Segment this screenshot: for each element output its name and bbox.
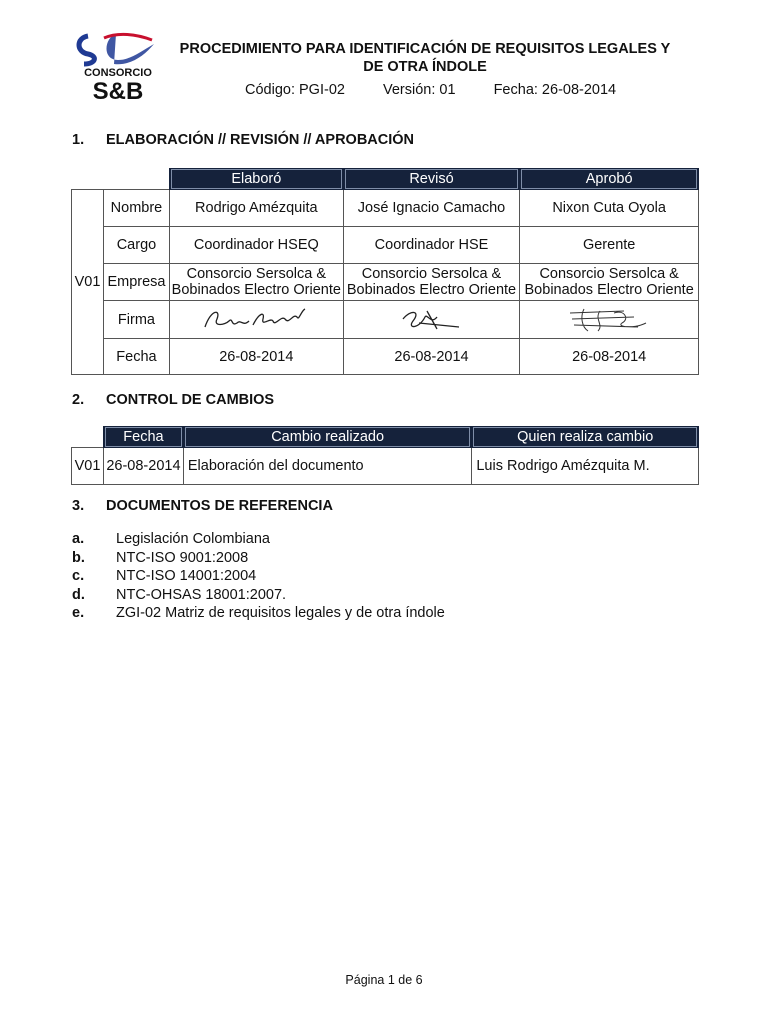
table-cell: Consorcio Sersolca & Bobinados Electro Oriente	[520, 264, 699, 301]
row-label: Nombre	[103, 190, 169, 227]
table-cell: Elaboración del documento	[183, 448, 471, 485]
row-label: Cargo	[103, 227, 169, 264]
table-cell: 26-08-2014	[343, 339, 520, 375]
column-header-fecha: Fecha	[103, 427, 183, 448]
logo-text-top: CONSORCIO	[84, 67, 152, 79]
table-cell: Coordinador HSE	[343, 227, 520, 264]
list-item: c. NTC-ISO 14001:2004	[72, 568, 257, 584]
list-item: d. NTC-OHSAS 18001:2007.	[72, 586, 287, 603]
row-label: Empresa	[103, 264, 169, 301]
section-2-title: CONTROL DE CAMBIOS	[106, 392, 275, 408]
column-header-elaboro: Elaboró	[169, 169, 343, 190]
row-label: Fecha	[103, 339, 169, 375]
list-item: b. NTC-ISO 9001:2008	[72, 549, 249, 566]
company-logo	[74, 30, 162, 102]
page-number: Página 1 de 6	[345, 973, 423, 987]
reference-list	[72, 530, 445, 623]
column-header-quien: Quien realiza cambio	[472, 427, 699, 448]
header-spacer	[72, 169, 104, 190]
version-cell: V01	[72, 448, 104, 485]
signature-elaboro	[169, 301, 343, 339]
document-meta	[245, 82, 650, 98]
table-row	[72, 448, 699, 485]
table-row-firma	[72, 301, 699, 339]
header-spacer	[72, 427, 104, 448]
document-code: Código: PGI-02	[245, 82, 345, 98]
section-3-number: 3.	[72, 498, 85, 514]
table-cell: Nixon Cuta Oyola	[520, 190, 699, 227]
list-item: e. ZGI-02 Matriz de requisitos legales y de otra índole	[72, 605, 445, 621]
table-cell: 26-08-2014	[520, 339, 699, 375]
section-1-title: ELABORACIÓN // REVISIÓN // APROBACIÓN	[106, 132, 415, 148]
table-cell: Rodrigo Amézquita	[169, 190, 343, 227]
section-3-title: DOCUMENTOS DE REFERENCIA	[106, 498, 333, 514]
version-cell: V01	[72, 190, 104, 375]
document-date: Fecha: 26-08-2014	[493, 82, 617, 98]
row-label: Firma	[103, 301, 169, 339]
signature-reviso	[343, 301, 520, 339]
column-header-reviso: Revisó	[343, 169, 520, 190]
section-2-heading	[72, 392, 274, 408]
table-row-cargo	[72, 227, 699, 264]
table-cell: Luis Rodrigo Amézquita M.	[472, 448, 699, 485]
table-cell: 26-08-2014	[103, 448, 183, 485]
table-cell: Gerente	[520, 227, 699, 264]
document-version: Versión: 01	[382, 82, 456, 98]
table-row-empresa	[72, 264, 699, 301]
table-row-nombre	[72, 190, 699, 227]
section-2-number: 2.	[72, 392, 85, 408]
signature-aprobo	[520, 301, 699, 339]
logo-text-bottom: S&B	[92, 78, 144, 102]
column-header-aprobo: Aprobó	[520, 169, 699, 190]
list-item: a. Legislación Colombiana	[72, 531, 270, 547]
table-cell: Consorcio Sersolca & Bobinados Electro Oriente	[169, 264, 343, 301]
change-control-table	[71, 426, 699, 485]
table-cell: 26-08-2014	[169, 339, 343, 375]
header-spacer	[103, 169, 169, 190]
section-1-heading	[72, 132, 414, 148]
approval-table	[71, 168, 699, 375]
table-cell: José Ignacio Camacho	[343, 190, 520, 227]
column-header-cambio: Cambio realizado	[183, 427, 471, 448]
table-row-fecha	[72, 339, 699, 375]
section-3-heading	[72, 498, 333, 514]
document-title: PROCEDIMIENTO PARA IDENTIFICACIÓN DE REQUISITOS LEGALES Y DE OTRA ÍNDOLE	[179, 41, 671, 75]
table-cell: Consorcio Sersolca & Bobinados Electro Oriente	[343, 264, 520, 301]
section-1-number: 1.	[72, 132, 85, 148]
table-cell: Coordinador HSEQ	[169, 227, 343, 264]
